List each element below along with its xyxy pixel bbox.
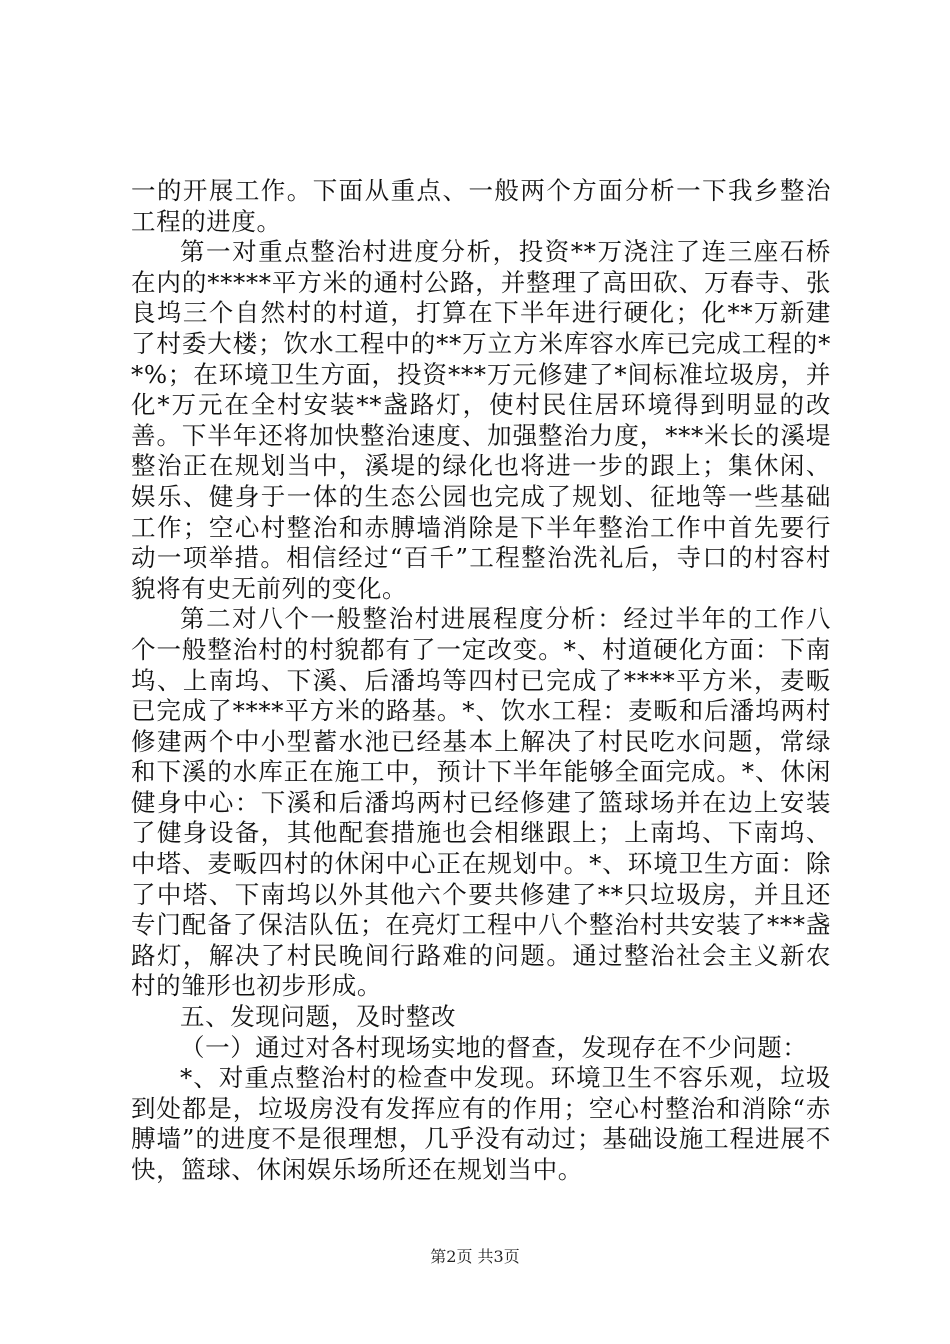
paragraph-key-village-issues: *、对重点整治村的检查中发现。环境卫生不容乐观，垃圾到处都是，垃圾房没有发挥应有的作用；空心村整治和消除“赤膊墙”的进度不是很理想，几乎没有动过；基础设施工程进展不快，篮球、休闲娱乐场所还在规划当中。 [131,1063,831,1184]
paragraph-continuation: 一的开展工作。下面从重点、一般两个方面分析一下我乡整治工程的进度。 [131,176,831,236]
page-footer: 第2页 共3页 [430,1247,520,1266]
document-body [131,176,831,1186]
paragraph-key-village-progress: 第一对重点整治村进度分析，投资**万浇注了连三座石桥在内的*****平方米的通村公路，并整理了高田砍、万春寺、张良坞三个自然村的村道，打算在下半年进行硬化；化**万新建了村委大楼；饮水工程中的**万立方米库容水库已完成工程的**%；在环境卫生方面，投资***万元修建了*间标准垃圾房，并化*万元在全村安装**盏路灯，使村民住居环境得到明显的改善。下半年还将加快整治速度、加强整治力度，***米长的溪堤整治正在规划当中，溪堤的绿化也将进一步的跟上；集休闲、娱乐、健身于一体的生态公园也完成了规划、征地等一些基础工作；空心村整治和赤膊墙消除是下半年整治工作中首先要行动一项举措。相信经过“百千”工程整治洗礼后，寺口的村容村貌将有史无前列的变化。 [131,237,831,603]
paragraph-general-village-progress: 第二对八个一般整治村进展程度分析：经过半年的工作八个一般整治村的村貌都有了一定改变。*、村道硬化方面：下南坞、上南坞、下溪、后潘坞等四村已完成了****平方米，麦畈已完成了****平方米的路基。*、饮水工程：麦畈和后潘坞两村修建两个中小型蓄水池已经基本上解决了村民吃水问题，常绿和下溪的水库正在施工中，预计下半年能够全面完成。*、休闲健身中心：下溪和后潘坞两村已经修建了篮球场并在边上安装了健身设备，其他配套措施也会相继跟上；上南坞、下南坞、中塔、麦畈四村的休闲中心正在规划中。*、环境卫生方面：除了中塔、下南坞以外其他六个要共修建了**只垃圾房，并且还专门配备了保洁队伍；在亮灯工程中八个整治村共安装了***盏路灯，解决了村民晚间行路难的问题。通过整治社会主义新农村的雏形也初步形成。 [131,604,831,1001]
section-heading-problems: 五、发现问题，及时整改 [180,1002,457,1032]
subsection-heading-inspection: （一）通过对各村现场实地的督查，发现存在不少问题： [180,1032,808,1062]
